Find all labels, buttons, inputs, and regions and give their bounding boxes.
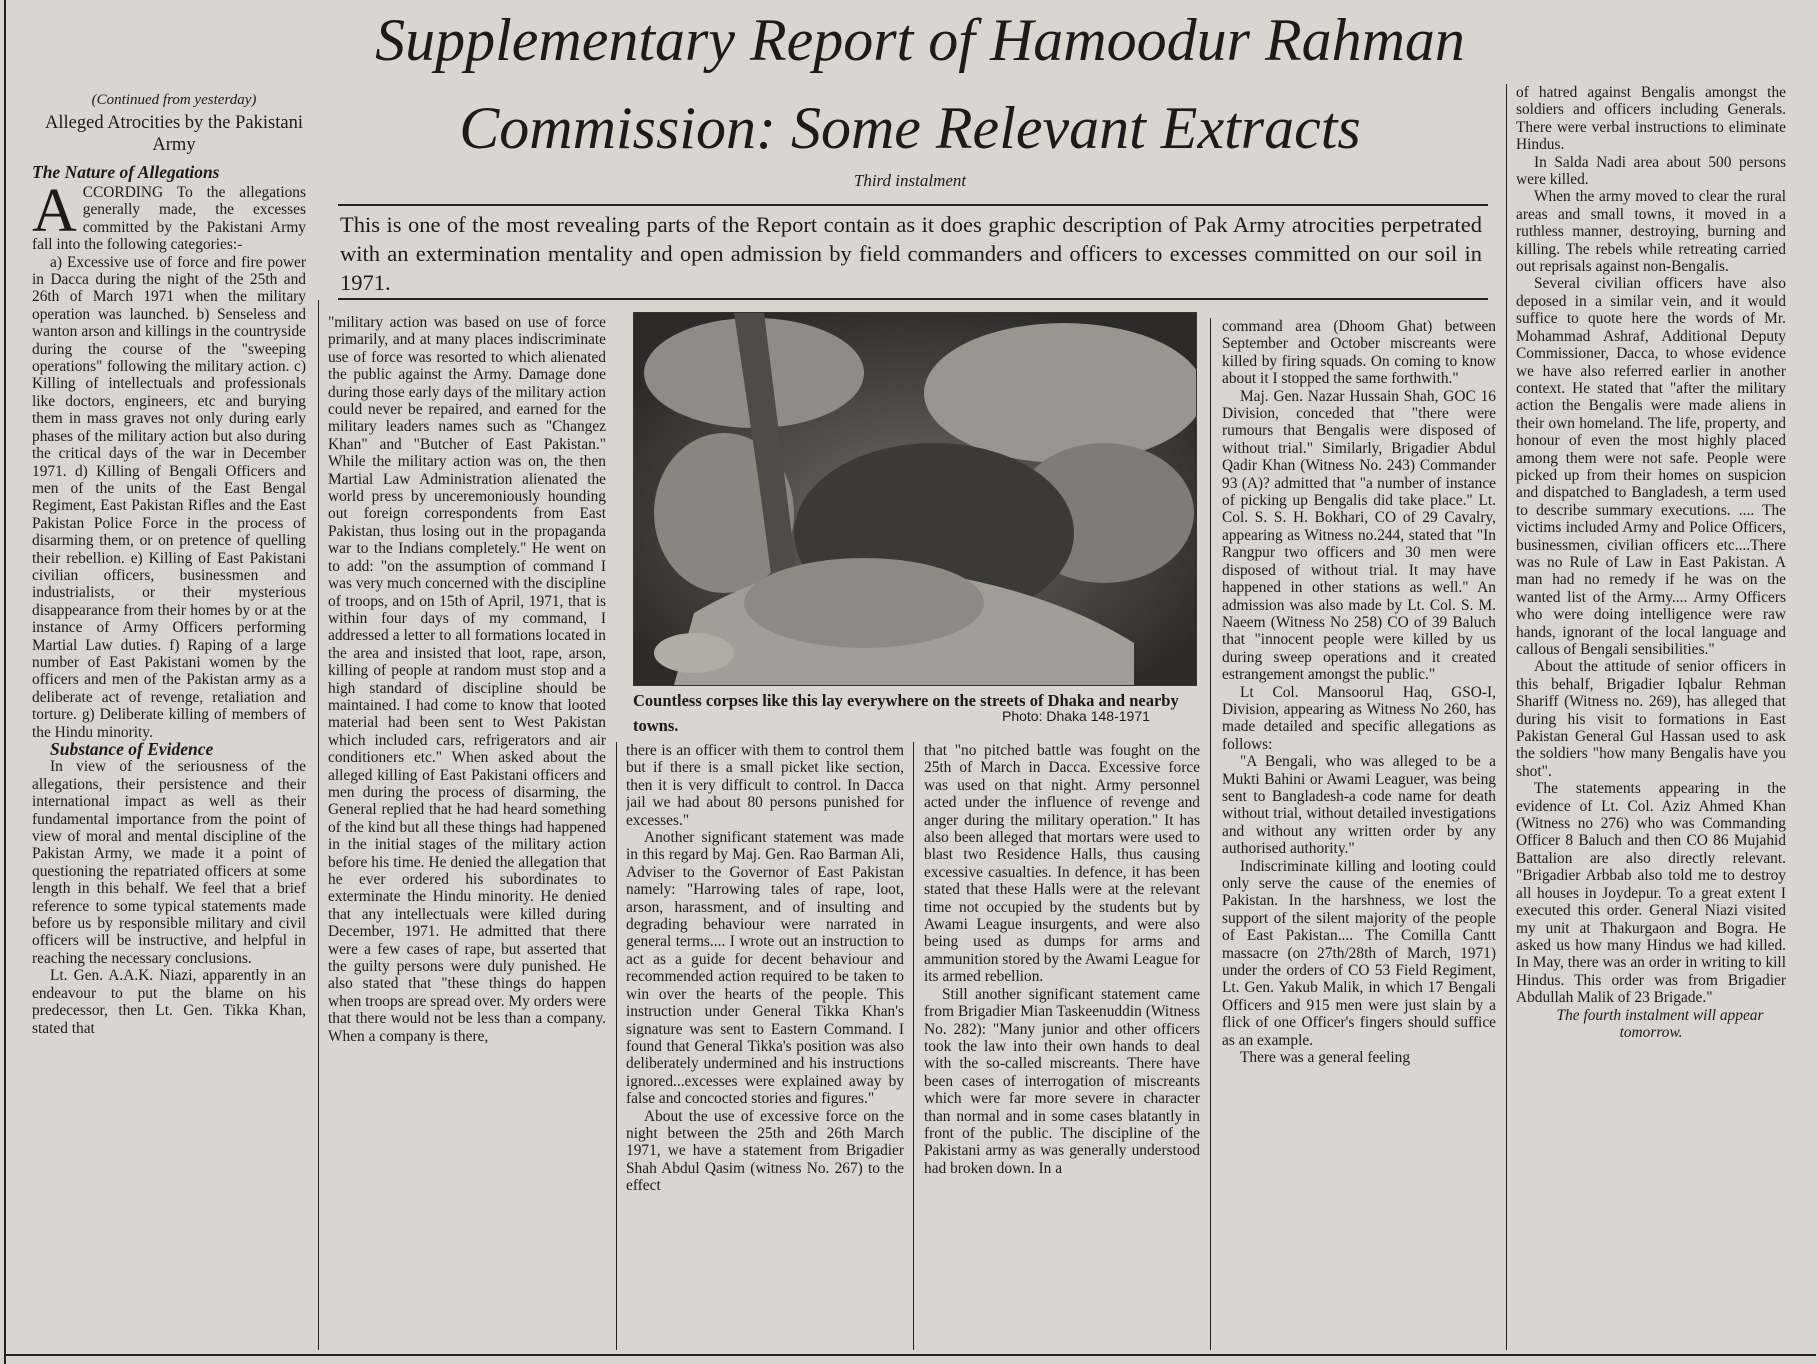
column-4 (924, 742, 1200, 1350)
paragraph: When the army moved to clear the rural areas and small towns, it moved in a ruthless manner, destroying, burning and killing. The rebels while retreating carried out reprisals against non-Bengalis. (1516, 188, 1786, 276)
paragraph: About the attitude of senior officers in this behalf, Brigadier Iqbalur Rehman Shariff (Witness no. 269), has alleged that during his visit to formations in East Pakistan General Gul Hassan used to ask the soldiers "how many Bengalis have you shot". (1516, 658, 1786, 780)
paragraph: In Salda Nadi area about 500 persons were killed. (1516, 153, 1786, 189)
paragraph: Lt. Gen. A.A.K. Niazi, apparently in an endeavour to put the blame on his predecessor, then Lt. Gen. Tikka Khan, stated that (32, 967, 306, 1037)
headline-line-1: Supplementary Report of Hamoodur Rahman (375, 7, 1465, 73)
left-border-rule (4, 0, 6, 1364)
paragraph: The statements appearing in the evidence of Lt. Col. Aziz Ahmed Khan (Witness no 276) who was Commanding Officer 8 Baluch and then CO 86 Mujahid Battalion are also directly relevant. "Brigadier Arbbab also told me to destroy all houses in Joydepur. To a great extent I executed this order. General Niazi visited my unit at Thakurgaon and Bogra. He asked us how many Hindus we had killed. In May, there was an order in writing to kill Hindus. This order was from Brigadier Abdullah Malik of 23 Brigade." (1516, 780, 1786, 1007)
col-divider-5-6 (1506, 84, 1507, 1350)
column-2 (328, 314, 606, 1350)
column-6 (1516, 84, 1786, 1350)
paragraph: "A Bengali, who was alleged to be a Mukti Bahini or Awami Leaguer, was being sent to Bangladesh-a code name for death without trial, without detailed investigations and without any written order by any authorised authority." (1222, 753, 1496, 858)
paragraph: Several civilian officers have also deposed in a similar vein, and it would suffice to quote here the words of Mr. Mohammad Ashraf, Additional Deputy Commissioner, Dacca, to whose evidence we have also referred earlier in another context. He stated that "after the military action the Bengalis were made aliens in their own homeland. The life, property, and honour of even the most highly placed among them were not safe. People were picked up from their homes on suspicion and dispatched to Bangladesh, a term used to describe summary executions. .... The victims included Army and Police Officers, businessmen, civilian officers etc....There was no Rule of Law in East Pakistan. A man had no remedy if he was on the wanted list of the Army.... Army Officers who were doing intelligence were raw hands, ignorant of the local language and callous of Bengali sensibilities." (1516, 275, 1786, 658)
paragraph: In view of the seriousness of the allegations, their persistence and their international impact as well as their fundamental importance from the point of view of moral and mental discipline of the Pakistan Army, we made it a point of questioning the repatriated officers at some length in this behalf. We feel that a brief reference to some typical statements made before us by responsible military and civil officers will be instructive, and helpful in reaching the necessary conclusions. (32, 758, 306, 967)
photo-caption: Countless corpses like this lay everywhere on the streets of Dhaka and nearby towns. (633, 691, 1179, 735)
col-divider-4-5 (1210, 318, 1211, 1350)
next-instalment-note: The fourth instalment will appear tomorrow. (1556, 1006, 1764, 1041)
headline-line-2: Commission: Some Relevant Extracts (459, 95, 1361, 161)
continued-note: (Continued from yesterday) (91, 92, 257, 108)
section-kicker: Alleged Atrocities by the Pakistani Army (45, 113, 303, 155)
paragraph: Indiscriminate killing and looting could only serve the cause of the enemies of Pakistan. In the harshness, we lost the support of the silent majority of the people of East Pakistan.... The Comilla Cantt massacre (on 27th/28th of March, 1971) under the orders of CO 53 Field Regiment, Lt. Gen. Yakub Malik, in which 17 Bengali Officers and 915 men were just slain by a flick of one Officer's fingers should suffice as an example. (1222, 857, 1496, 1049)
paragraph: "military action was based on use of force primarily, and at many places indiscriminate use of force was resorted to which alienated the public against the Army. Damage done during those early days of the military action could never be repaired, and earned for the military leaders names such as "Changez Khan" and "Butcher of East Pakistan." While the military action was on, the then Martial Law Administration alienated the world press by unceremoniously hounding out foreign correspondents from East Pakistan, thus losing out in the propaganda war to the Indians completely." He went on to add: "on the assumption of command I was very much concerned with the discipline of troops, and on 15th of April, 1971, that is within four days of my command, I addressed a letter to all formations located in the area and insisted that loot, rape, arson, killing of people at random must stop and a high standard of discipline should be maintained. I had come to know that looted material had been sent to West Pakistan which included cars, refrigerators and air conditioners etc." When asked about the alleged killing of East Pakistani officers and men during the process of disarming, the General replied that he had heard something of the kind but all these things had happened in the initial stages of the military action before his time. He denied the allegation that he ever ordered his subordinates to exterminate the Hindu minority. He denied that any intellectuals were killed during December, 1971. He admitted that there were a few cases of rape, but asserted that the guilty persons were duly punished. He also stated that "these things do happen when troops are spread over. My orders were that there would not be less than a company. When a company is there, (328, 314, 606, 1045)
column-5 (1222, 318, 1496, 1350)
paragraph: There was a general feeling (1240, 1049, 1411, 1067)
subheading-substance-of-evidence: Substance of Evidence (50, 739, 214, 759)
paragraph: there is an officer with them to control them but if there is a small picket like section, then it is very difficult to control. In Dacca jail we had about 80 persons punished for excesses." (626, 742, 904, 829)
column-3 (626, 742, 904, 1350)
instalment-label: Third instalment (853, 171, 967, 190)
intro-standfirst: This is one of the most revealing parts of the Report contain as it does graphic description of Pak Army atrocities perpetrated with an extermination mentality and open admission by field commanders and officers to excesses committed on our soil in 1971. (340, 212, 1482, 295)
paragraph-text: CCORDING To the allegations generally made, the excesses committed by the Pakistani Army fall into the following categories:- (32, 184, 306, 254)
col-divider-2-3 (616, 742, 617, 1350)
paragraph: that "no pitched battle was fought on the 25th of March in Dacca. Excessive force was used on that night. Army personnel acted under the influence of revenge and anger during the military operation." It has also been alleged that mortars were used to blast two Residence Halls, thus causing excessive casualties. In defence, it has been stated that these Halls were at the relevant time not occupied by the students but by Awami League insurgents, and were also being used as dumps for arms and ammunition stored by the Awami League for its armed rebellion. (924, 742, 1200, 986)
intro-bottom-rule (338, 298, 1488, 300)
paragraph: of hatred against Bengalis amongst the soldiers and officers including Generals. There were verbal instructions to eliminate Hindus. (1516, 84, 1786, 154)
paragraph: a) Excessive use of force and fire power in Dacca during the night of the 25th and 26th of March 1971 when the military operation was launched. b) Senseless and wanton arson and killings in the countryside during the course of the "sweeping operations" following the military action. c) Killing of intellectuals and professionals like doctors, engineers, etc and burying them in mass graves not only during early phases of the military action but also during the critical days of the war in December 1971. d) Killing of Bengali Officers and men of the units of the East Bengal Regiment, East Pakistan Rifles and the East Pakistan Police Force in the process of disarming them, or on pretence of quelling their rebellion. e) Killing of East Pakistani civilian officers, businessmen and industrialists, or their mysterious disappearance from their homes by or at the instance of Army Officers performing Martial Law duties. f) Raping of a large number of East Pakistani women by the officers and men of the Pakistan army as a deliberate act of revenge, retaliation and torture. g) Deliberate killing of members of the Hindu minority. (32, 253, 306, 741)
news-photo (633, 312, 1197, 686)
paragraph: Still another significant statement came from Brigadier Mian Taskeenuddin (Witness No. 282): "Many junior and other officers took the law into their own hands to deal with the so-called miscreants. There have been cases of interrogation of miscreants which were far more severe in character than normal and in some cases blatantly in front of the public. The discipline of the Pakistani army as was generally understood had broken down. In a (924, 985, 1200, 1177)
paragraph: command area (Dhoom Ghat) between September and October miscreants were killed by firing squads. On coming to know about it I stopped the same forthwith." (1222, 318, 1496, 388)
photo-credit: Photo: Dhaka 148-1971 (1002, 708, 1150, 724)
bottom-rule (4, 1354, 1816, 1356)
paragraph (32, 184, 306, 254)
paragraph: Another significant statement was made in this regard by Maj. Gen. Rao Barman Ali, Adviser to the Governor of East Pakistan namely: "Harrowing tales of rape, loot, arson, harassment, and of insulting and degrading behaviour were narrated in general terms.... I wrote out an instruction to act as a guide for decent behaviour and recommended action required to be taken to win over the hearts of the people. This instruction under General Tikka Khan's signature was sent to Eastern Command. I found that General Tikka's position was also deliberately undermined and his instructions ignored...excesses were explained away by false and concocted stories and figures." (626, 829, 904, 1108)
col-divider-3-4 (913, 742, 914, 1350)
column-1 (32, 184, 306, 1350)
subheading-nature-of-allegations: The Nature of Allegations (32, 162, 220, 182)
paragraph: About the use of excessive force on the night between the 25th and 26th March 1971, we have a statement from Brigadier Shah Abdul Qasim (witness No. 267) to the effect (626, 1107, 904, 1195)
intro-top-rule (338, 204, 1488, 206)
paragraph: Lt Col. Mansoorul Haq, GSO-I, Division, appearing as Witness No 260, has made detailed and specific allegations as follows: (1222, 683, 1496, 753)
paragraph: Maj. Gen. Nazar Hussain Shah, GOC 16 Division, conceded that "there were rumours that Bengalis were disposed of without trial." Similarly, Brigadier Abdul Qadir Khan (Witness No. 243) Commander 93 (A)? admitted that "a number of instance of picking up Bengalis did take place." Lt. Col. S. S. H. Bokhari, CO of 29 Cavalry, appearing as Witness no.244, stated that "In Rangpur two officers and 30 men were disposed of without trial. It may have happened in other stations as well." An admission was also made by Lt. Col. S. M. Naeem (Witness No 258) CO of 39 Baluch that "innocent people were killed by us during sweep operations and it created estrangement amongst the public." (1222, 387, 1496, 684)
col-divider-1-2 (318, 300, 319, 1350)
drop-cap: A (32, 184, 77, 245)
